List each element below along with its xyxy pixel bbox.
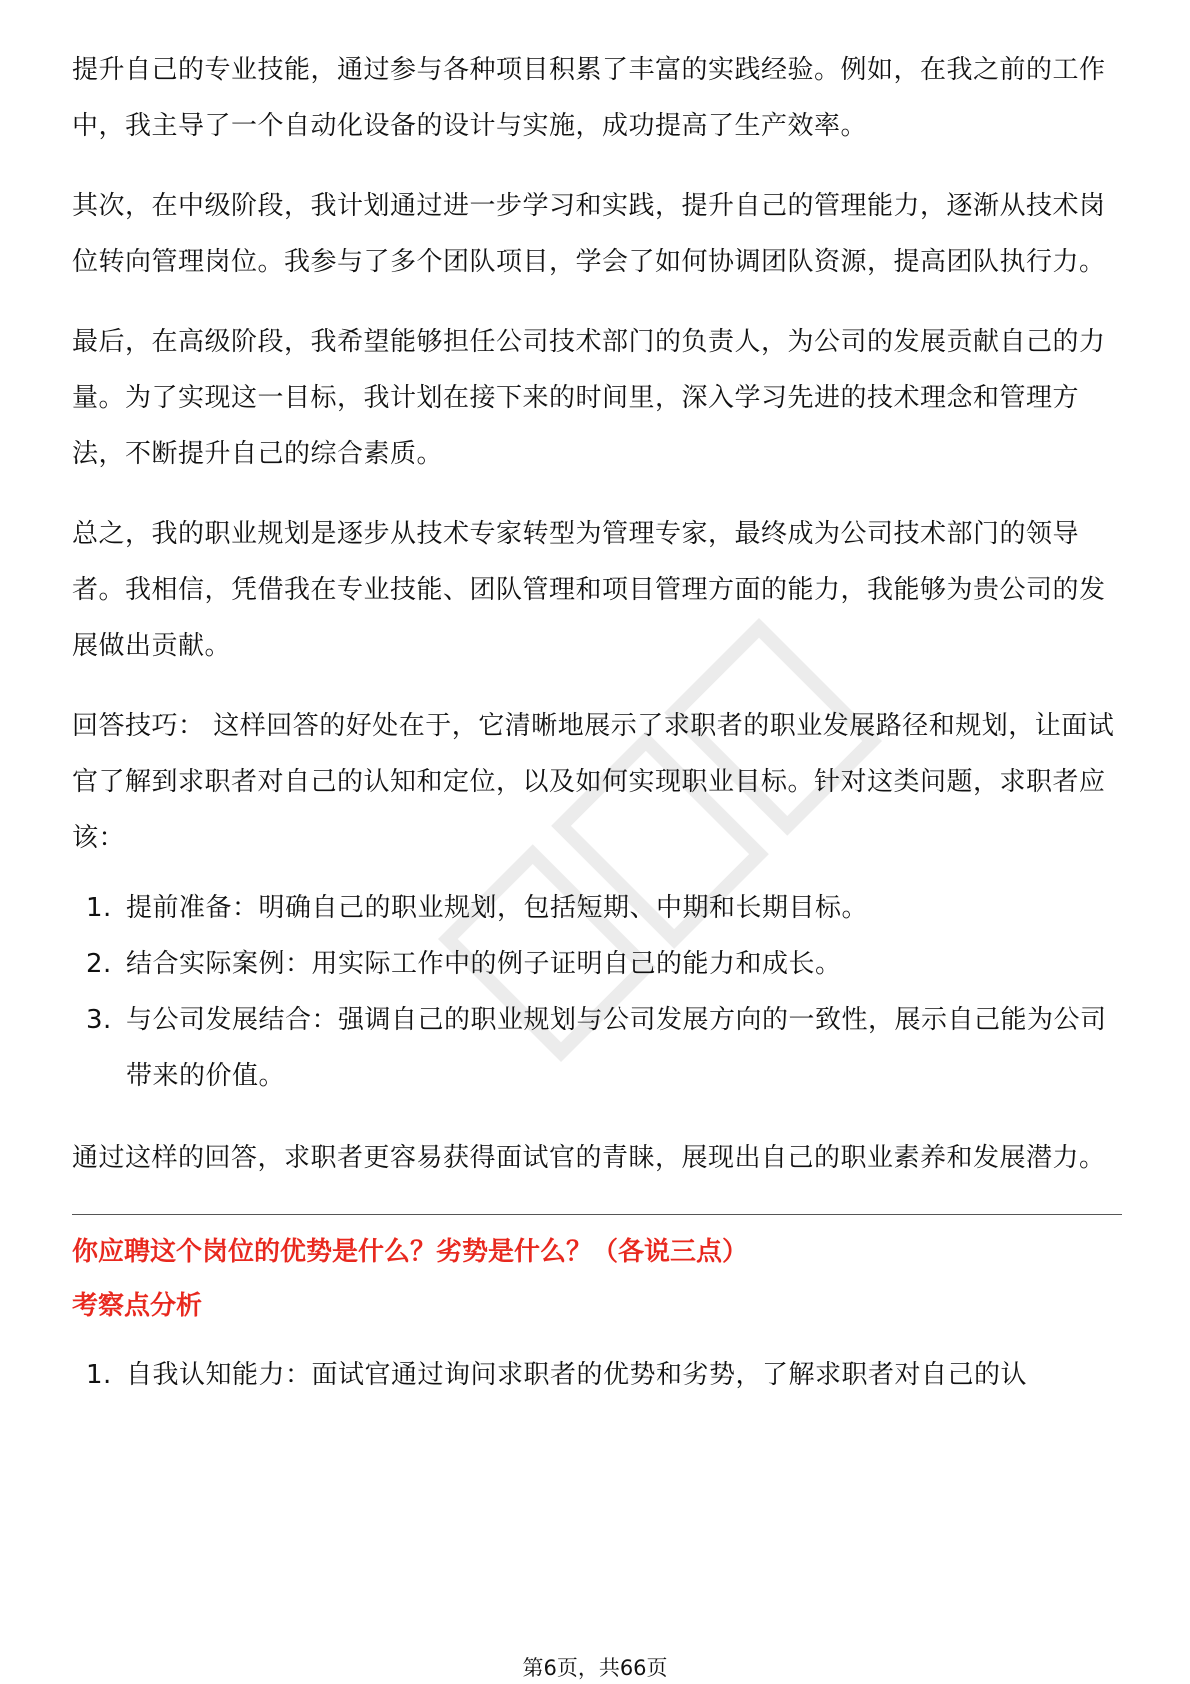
list-item: 1. 提前准备：明确自己的职业规划，包括短期、中期和长期目标。: [86, 893, 869, 923]
list-item: 3. 与公司发展结合：强调自己的职业规划与公司发展方向的一致性，展示自己能为公司带来的价值。: [86, 1005, 1107, 1091]
analysis-list: [72, 1347, 1122, 1403]
question-title: 你应聘这个岗位的优势是什么？劣势是什么？（各说三点）: [72, 1237, 749, 1267]
tips-list: [72, 880, 1122, 1104]
list-item: 2. 结合实际案例：用实际工作中的例子证明自己的能力和成长。: [86, 949, 842, 979]
paragraph-senior-stage: 最后，在高级阶段，我希望能够担任公司技术部门的负责人，为公司的发展贡献自己的力量。为了实现这一目标，我计划在接下来的时间里，深入学习先进的技术理念和管理方法，不断提升自己的综合素质。: [72, 327, 1106, 469]
paragraph-middle-stage: 其次，在中级阶段，我计划通过进一步学习和实践，提升自己的管理能力，逐渐从技术岗位转向管理岗位。我参与了多个团队项目，学会了如何协调团队资源，提高团队执行力。: [72, 191, 1106, 277]
analysis-heading: 考察点分析: [72, 1291, 203, 1321]
paragraph-closing: 通过这样的回答，求职者更容易获得面试官的青睐，展现出自己的职业素养和发展潜力。: [72, 1143, 1106, 1173]
document-page: [72, 42, 1122, 1429]
list-item: 1. 自我认知能力：面试官通过询问求职者的优势和劣势，了解求职者对自己的认: [86, 1360, 1028, 1390]
page-footer: 第6页，共66页: [522, 1656, 668, 1680]
section-divider: [72, 1214, 1122, 1215]
paragraph-summary: 总之，我的职业规划是逐步从技术专家转型为管理专家，最终成为公司技术部门的领导者。我相信，凭借我在专业技能、团队管理和项目管理方面的能力，我能够为贵公司的发展做出贡献。: [72, 519, 1106, 661]
paragraph-skills: 提升自己的专业技能，通过参与各种项目积累了丰富的实践经验。例如，在我之前的工作中，我主导了一个自动化设备的设计与实施，成功提高了生产效率。: [72, 55, 1106, 141]
paragraph-answer-tips: 回答技巧： 这样回答的好处在于，它清晰地展示了求职者的职业发展路径和规划，让面试官了解到求职者对自己的认知和定位，以及如何实现职业目标。针对这类问题，求职者应该：: [72, 711, 1115, 853]
